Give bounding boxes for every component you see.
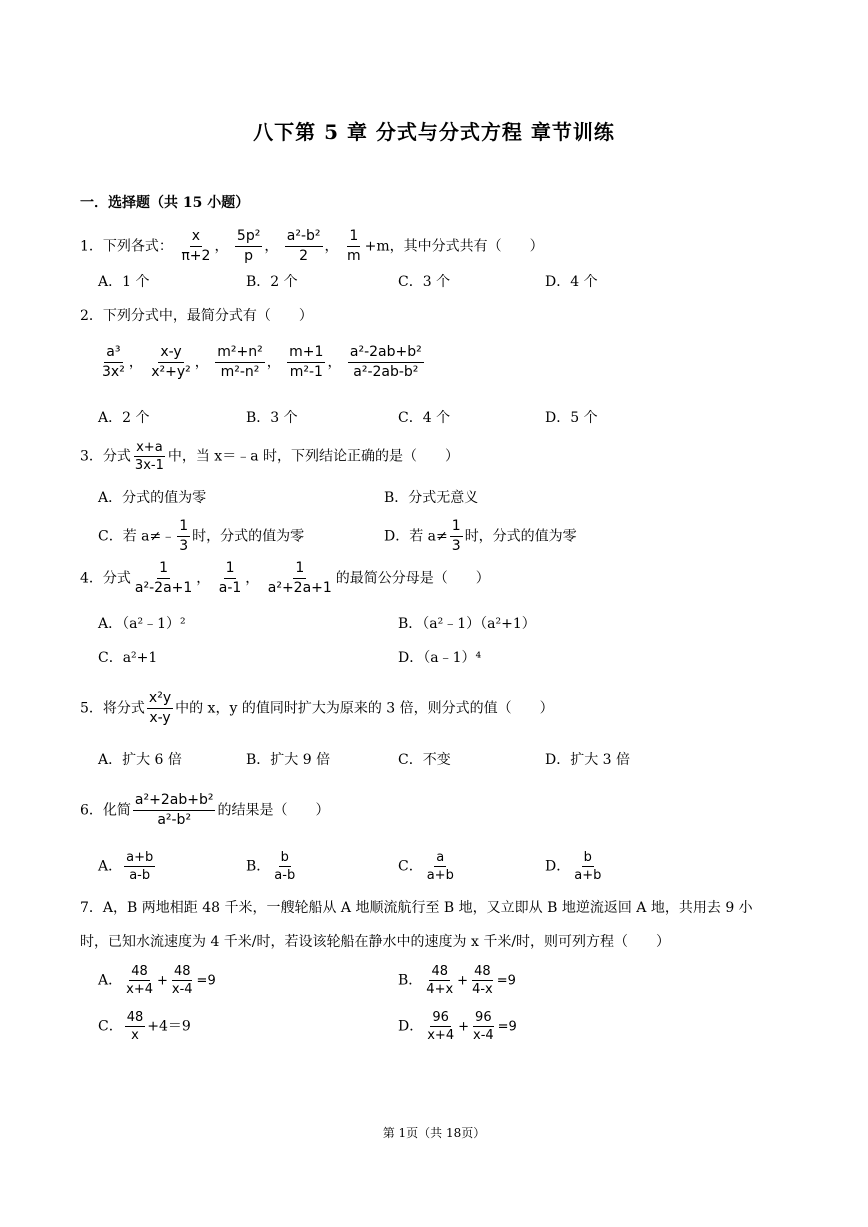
- q1-option-d: D．4 个: [545, 274, 598, 290]
- q7-option-a-fraction-2: [170, 964, 195, 997]
- numerator: 96: [432, 1010, 449, 1025]
- q5-lead: 5．将分式: [80, 700, 145, 717]
- question-4: 4．分式 $\frac{1}{\text{a²-2a+1}}$ ， $\frac{1}{a-1}$ ， $\frac{1}{\text{a²+2a+1}}$ 的最简公分母是（ ）: [80, 560, 490, 596]
- numerator: 48: [131, 964, 148, 979]
- numerator: 5p²: [235, 228, 262, 247]
- denominator: π+2: [181, 248, 211, 264]
- q2-fraction-5: [348, 344, 424, 381]
- numerator: 1: [450, 518, 463, 537]
- q7-option-b: B． $\frac{48}{4+x}$ + $\frac{48}{4-x}$ =9: [398, 964, 516, 997]
- q2-option-c: C．4 个: [398, 410, 451, 426]
- q2-option-a: A．2 个: [98, 410, 150, 426]
- numerator: 1: [157, 560, 170, 579]
- q7-option-d: D． $\frac{96}{x+4}$ + $\frac{96}{x-4}$ =9: [398, 1010, 517, 1043]
- question-7-line-1: 7．A，B 两地相距 48 千米，一艘轮船从 A 地顺流航行至 B 地，又立即从 B 地逆流返回 A 地，共用去 9 小: [80, 900, 753, 916]
- q4-fraction-1: [133, 560, 194, 597]
- denominator: 4+x: [426, 982, 454, 997]
- denominator: m²-n²: [220, 364, 260, 380]
- denominator: x-4: [473, 1028, 494, 1043]
- numerator: 1: [224, 560, 237, 579]
- denominator: 2: [299, 248, 309, 264]
- page-title: 八下第 5 章 分式与分式方程 章节训练: [253, 120, 615, 144]
- question-6: [80, 792, 329, 829]
- q1-tail: +m，其中分式共有（ ）: [364, 238, 544, 255]
- denominator: a-b: [129, 868, 151, 883]
- numerator: 48: [431, 964, 448, 979]
- q3-option-c-pre: C．若 a≠﹣: [98, 528, 176, 545]
- option-label: A．: [98, 972, 123, 989]
- denominator: 3x²: [102, 364, 125, 380]
- option-label: C．: [398, 858, 423, 875]
- numerator: x+a: [136, 440, 163, 455]
- q4-fraction-3: [266, 560, 334, 597]
- denominator: a+b: [426, 868, 454, 883]
- numerator: a²-b²: [285, 228, 323, 247]
- q3-lead: 3．分式: [80, 448, 131, 465]
- question-2: 2．下列分式中，最简分式有（ ）: [80, 308, 313, 324]
- denominator: a²+2a+1: [267, 580, 332, 596]
- denominator: 4-x: [472, 982, 493, 997]
- q3-option-c-fraction: [177, 518, 190, 555]
- denominator: a+b: [574, 868, 602, 883]
- numerator: 1: [177, 518, 190, 537]
- denominator: 3: [451, 538, 461, 554]
- q3-option-c-post: 时，分式的值为零: [192, 528, 305, 545]
- q7-option-a-eq: =9: [196, 973, 216, 989]
- q6-option-c: [398, 850, 458, 883]
- q4-option-d: D．（a﹣1）⁴: [398, 650, 482, 666]
- option-label: A．: [98, 858, 123, 875]
- denominator: 3x-1: [134, 458, 164, 473]
- denominator: x+4: [427, 1028, 455, 1043]
- q4-option-a: A．（a²﹣1）²: [98, 616, 186, 632]
- option-label: B．: [398, 972, 423, 989]
- denominator: 3: [179, 538, 189, 554]
- q4-tail: 的最简公分母是（ ）: [335, 570, 490, 587]
- question-5: [80, 690, 554, 727]
- option-label: D．: [545, 858, 571, 875]
- q2-fraction-3: [215, 344, 264, 381]
- question-1: 1．下列各式： $\frac{x}{\pi+2}$ ， $\frac{\text{5p²}}{p}$ ， $\frac{\text{a²-b²}}{2}$ ， $\frac{1}{m}$ +m，其中分式共有（ ）: [80, 228, 544, 264]
- denominator: a-b: [274, 868, 296, 883]
- q7-option-b-eq: =9: [496, 973, 516, 989]
- q5-option-d: D．扩大 3 倍: [545, 752, 631, 768]
- option-label: C．: [98, 1018, 123, 1035]
- denominator: a²-b²: [157, 812, 192, 828]
- numerator: 48: [173, 964, 191, 979]
- q6-lead: 6．化简: [80, 802, 131, 819]
- denominator: x+4: [126, 982, 153, 997]
- q3-option-d-pre: D．若 a≠: [384, 528, 448, 545]
- q6-option-a-fraction: [124, 850, 155, 883]
- q3-option-a: A．分式的值为零: [98, 490, 207, 506]
- q7-option-a-fraction-1: [124, 964, 155, 997]
- q6-fraction: [133, 792, 216, 829]
- q1-option-a: A．1 个: [98, 274, 150, 290]
- page-footer: 第 1页（共 18页）: [382, 1126, 486, 1140]
- numerator: 1: [293, 560, 306, 579]
- q3-fraction: [133, 440, 166, 473]
- q5-option-a: A．扩大 6 倍: [98, 752, 182, 768]
- denominator: p: [244, 248, 254, 264]
- q3-option-c: [98, 518, 304, 555]
- q4-lead: 4．分式: [80, 570, 131, 587]
- q5-tail: 中的 x，y 的值同时扩大为原来的 3 倍，则分式的值（ ）: [175, 700, 554, 717]
- q5-option-c: C．不变: [398, 752, 451, 768]
- q7-option-b-fraction-2: [470, 964, 495, 997]
- numerator: 1: [347, 228, 360, 247]
- q6-option-b: [246, 850, 299, 883]
- q6-tail: 的结果是（ ）: [217, 802, 330, 819]
- q7-option-b-fraction-1: [424, 964, 455, 997]
- numerator: x-y: [158, 344, 183, 363]
- denominator: m²-1: [289, 364, 323, 380]
- q4-option-c: C．a²+1: [98, 650, 158, 666]
- q6-option-d-fraction: [572, 850, 603, 883]
- q2-fraction-1: [100, 344, 127, 381]
- denominator: x-4: [171, 982, 193, 997]
- q1-fraction-3: [285, 228, 323, 265]
- numerator: 96: [475, 1010, 492, 1025]
- q6-option-a: [98, 850, 157, 883]
- section-heading: 一．选择题（共 15 小题）: [80, 195, 250, 211]
- q5-fraction: [147, 690, 173, 727]
- numerator: b: [280, 850, 289, 865]
- numerator: a²+2ab+b²: [133, 792, 216, 811]
- numerator: m²+n²: [215, 344, 264, 363]
- option-label: B．: [246, 858, 271, 875]
- q4-fraction-2: [217, 560, 244, 597]
- numerator: a²-2ab+b²: [348, 344, 424, 363]
- numerator: m+1: [287, 344, 325, 363]
- denominator: a-1: [218, 580, 242, 596]
- q3-option-d: [384, 518, 577, 555]
- q1-option-c: C．3 个: [398, 274, 451, 290]
- q3-option-d-post: 时，分式的值为零: [464, 528, 577, 545]
- q2-fraction-4: [287, 344, 325, 381]
- question-7-line-2: 时，已知水流速度为 4 千米/时，若设该轮船在静水中的速度为 x 千米/时，则可列方程（ ）: [80, 934, 671, 950]
- numerator: x²y: [147, 690, 173, 709]
- q6-option-b-fraction: [272, 850, 297, 883]
- numerator: 48: [474, 964, 491, 979]
- q7-option-c-fraction: [125, 1010, 146, 1043]
- q1-lead: 1．下列各式：: [80, 238, 173, 255]
- denominator: a²-2a+1: [134, 580, 193, 596]
- q3-tail: 中，当 x＝﹣a 时，下列结论正确的是（ ）: [167, 448, 460, 465]
- q6-option-d: [545, 850, 605, 883]
- option-label: D．: [398, 1018, 424, 1035]
- numerator: a+b: [126, 850, 154, 865]
- q1-fraction-2: [235, 228, 262, 265]
- denominator: x-y: [149, 710, 171, 726]
- numerator: a³: [104, 344, 122, 363]
- q3-option-d-fraction: [450, 518, 463, 555]
- q2-fractions: $\frac{\text{a³}}{\text{3x²}}$ ， $\frac{x-y}{\text{x²+y²}}$ ， $\frac{\text{m²+n²}}{\text{m²-n²}}$ ， $\frac{m+1}{\text{m²-1}}$ ， $\frac{\text{a²-2ab+b²}}{\text{a²-2ab-b²}}$: [102, 344, 422, 380]
- q1-fraction-1: [179, 228, 212, 265]
- q7-option-d-eq: =9: [497, 1019, 517, 1035]
- q5-option-b: B．扩大 9 倍: [246, 752, 331, 768]
- denominator: a²-2ab-b²: [353, 364, 419, 380]
- q6-option-c-fraction: [425, 850, 456, 883]
- denominator: m: [346, 248, 361, 264]
- q2-fraction-2: [149, 344, 193, 381]
- numerator: b: [583, 850, 592, 865]
- q2-option-d: D．5 个: [545, 410, 598, 426]
- q7-option-d-fraction-2: [471, 1010, 496, 1043]
- q7-option-a: A． $\frac{48}{x+4}$ + $\frac{48}{x-4}$ =9: [98, 964, 216, 997]
- q2-option-b: B．3 个: [246, 410, 298, 426]
- q1-fraction-4: [345, 228, 363, 265]
- q1-option-b: B．2 个: [246, 274, 298, 290]
- numerator: x: [190, 228, 202, 247]
- q7-option-c-eq: +4＝9: [147, 1018, 191, 1035]
- denominator: x: [131, 1028, 139, 1043]
- q4-option-b: B．（a²﹣1）（a²+1）: [398, 616, 536, 632]
- numerator: a: [436, 850, 445, 865]
- question-3: [80, 440, 459, 473]
- q3-option-b: B．分式无意义: [384, 490, 479, 506]
- q7-option-c: [98, 1010, 191, 1043]
- numerator: 48: [126, 1010, 144, 1025]
- q7-option-d-fraction-1: [425, 1010, 456, 1043]
- denominator: x²+y²: [151, 364, 191, 380]
